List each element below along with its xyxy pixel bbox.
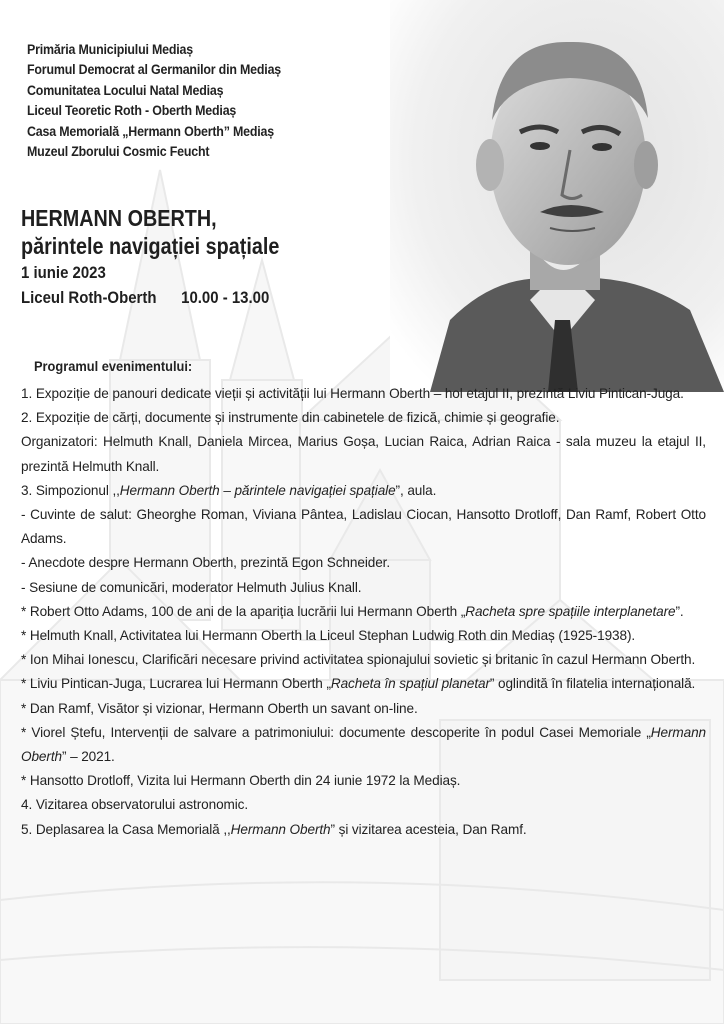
event-title: HERMANN OBERTH, — [21, 205, 217, 231]
program-list — [21, 382, 706, 842]
program-item: * Liviu Pintican-Juga, Lucrarea lui Hermann Oberth „Racheta în spațiul planetar” oglindită în filatelia internațională. — [21, 676, 696, 692]
event-subtitle: părintele navigației spațiale — [21, 233, 280, 259]
organizer-item: Primăria Municipiului Mediaș — [27, 42, 194, 57]
program-item: - Anecdote despre Hermann Oberth, prezintă Egon Schneider. — [21, 555, 391, 571]
event-venue-time — [21, 285, 285, 310]
program-item: * Robert Otto Adams, 100 de ani de la apariția lucrării lui Hermann Oberth „Racheta spre spațiile interplanetare”. — [21, 603, 684, 619]
program-item: 2. Expoziție de cărți, documente și instrumente din cabinetele de fizică, chimie și geografie. — [21, 410, 560, 426]
organizer-item: Comunitatea Locului Natal Mediaș — [27, 82, 224, 98]
program-item: * Ion Mihai Ionescu, Clarificări necesare privind activitatea spionajului sovietic și britanic în cazul Hermann Oberth. — [21, 652, 696, 668]
program-item: 1. Expoziție de panouri dedicate vieții și activității lui Hermann Oberth – hol etajul II, prezintă Liviu Pintican-Juga. — [21, 386, 684, 401]
program-item: 4. Vizitarea observatorului astronomic. — [21, 797, 249, 813]
event-date: 1 iunie 2023 — [21, 263, 106, 282]
event-venue: Liceul Roth-Oberth — [21, 288, 157, 307]
program-item: * Viorel Ștefu, Intervenții de salvare a patrimoniului: documente descoperite în podul Casei Memoriale „Hermann Oberth” – 2021. — [21, 724, 706, 765]
program-item: 5. Deplasarea la Casa Memorială ,,Hermann Oberth” și vizitarea acesteia, Dan Ramf. — [21, 821, 527, 837]
event-title-block — [21, 204, 321, 310]
program-item: * Helmuth Knall, Activitatea lui Hermann Oberth la Liceul Stephan Ludwig Roth din Mediaș (1925-1938). — [21, 628, 636, 644]
program-item: - Cuvinte de salut: Gheorghe Roman, Viviana Pântea, Ladislau Ciocan, Hansotto Drotloff, Dan Ramf, Robert Otto Adams. — [21, 507, 706, 547]
program-item: * Hansotto Drotloff, Vizita lui Hermann Oberth din 24 iunie 1972 la Mediaș. — [21, 773, 461, 789]
program-item: 3. Simpozionul ,,Hermann Oberth – părintele navigației spațiale”, aula. — [21, 482, 437, 498]
organizer-item: Casa Memorială „Hermann Oberth” Mediaș — [27, 123, 275, 139]
organizer-item: Liceul Teoretic Roth - Oberth Mediaș — [27, 103, 237, 119]
program-heading: Programul evenimentului: — [34, 359, 193, 374]
event-time: 10.00 - 13.00 — [181, 288, 270, 307]
program-item: - Sesiune de comunicări, moderator Helmuth Julius Knall. — [21, 579, 362, 595]
organizers-list — [27, 40, 303, 162]
program-item: Organizatori: Helmuth Knall, Daniela Mircea, Marius Goșa, Lucian Raica, Adrian Raica - sala muzeu la etajul II, prezintă Helmuth Knall. — [21, 434, 706, 474]
organizer-item: Muzeul Zborului Cosmic Feucht — [27, 144, 210, 160]
organizer-item: Forumul Democrat al Germanilor din Mediaș — [27, 62, 282, 78]
program-item: * Dan Ramf, Visător și vizionar, Hermann Oberth un savant on-line. — [21, 700, 418, 716]
